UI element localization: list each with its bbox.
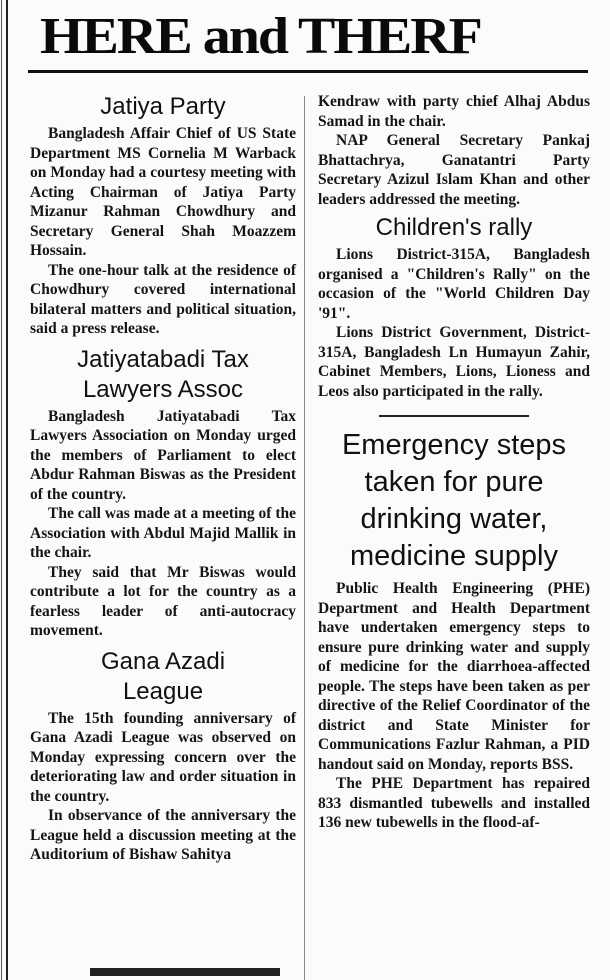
story-paragraph: Lions District-315A, Bangladesh organised a "Children's Rally" on the occasion of the "World Children Day '91". [318,246,590,322]
headline-emergency-line4: medicine supply [350,540,558,572]
story-emergency-steps [318,427,590,833]
headline-jatiya-party: Jatiya Party [100,93,226,120]
headline-emergency-line2: taken for pure [364,466,544,498]
masthead-title: HERE and THERF [40,7,481,65]
story-paragraph: Bangladesh Jatiyatabadi Tax Lawyers Association on Monday urged the members of Parliament to elect Abdur Rahman Biswas as the President of the country. [30,407,296,503]
column-divider [304,96,305,980]
headline-emergency-line1: Emergency steps [341,429,567,461]
headline-tax-lawyers-line1: Jatiyatabadi Tax [77,345,249,373]
story-paragraph: Bangladesh Affair Chief of US State Department MS Cornelia M Warback on Monday had a courtesy meeting with Acting Chairman of Jatiya Party Mizanur Rahman Chowdhury and Secretary General Shah Moazzem Hossain. [30,125,296,259]
story-paragraph: The one-hour talk at the residence of Chowdhury covered international bilateral matters and political situation, said a press release. [30,261,296,337]
story-childrens-rally [318,213,590,401]
headline-gana-azadi-line1: Gana Azadi [100,647,226,675]
right-column [318,92,590,833]
story-jatiya-party [30,92,296,339]
story-tax-lawyers [30,345,296,641]
bottom-rule [90,968,280,976]
story-separator-rule [379,415,529,417]
story-paragraph: Kendraw with party chief Alhaj Abdus Samad in the chair. [318,93,590,130]
story-paragraph: The 15th founding anniversary of Gana Azadi League was observed on Monday expressing concern over the deteriorating law and order situation in the country. [30,709,296,805]
headline-emergency-line3: drinking water, [360,503,548,535]
story-paragraph: The call was made at a meeting of the Association with Abdul Majid Mallik in the chair. [30,505,296,561]
headline-gana-azadi-line2: League [122,677,204,705]
story-paragraph: Public Health Engineering (PHE) Department and Health Department have undertaken emergency steps to ensure pure drinking water and supply of medicine for the diarrhoea-affected people. The steps have been taken as per directive of the Relief Coordinator of the district and State Minister for Communications Fazlur Rahman, a PID handout said on Monday, reports BSS. [318,580,590,773]
story-paragraph: They said that Mr Biswas would contribute a lot for the country as a fearless leader of anti-autocracy movement. [30,563,296,639]
story-paragraph: In observance of the anniversary the League held a discussion meeting at the Auditorium of Bishaw Sahitya [30,807,296,863]
masthead-rule [28,70,588,73]
headline-tax-lawyers-line2: Lawyers Assoc [82,375,244,403]
story-gana-azadi [30,647,296,865]
story-paragraph: The PHE Department has repaired 833 dismantled tubewells and installed 136 new tubewells in the flood-af- [318,775,590,831]
story-paragraph: NAP General Secretary Pankaj Bhattachrya, Ganatantri Party Secretary Azizul Islam Khan and other leaders addressed the meeting. [318,132,590,208]
masthead [30,4,595,76]
story-continued [318,92,590,209]
story-paragraph: Lions District Government, District-315A, Bangladesh Ln Humayun Zahir, Cabinet Members, Lions, Lioness and Leos also participated in the rally. [318,324,590,400]
page-edge-rule [1,0,2,980]
page-edge-rule-thick [6,0,8,980]
left-column [30,92,296,865]
headline-childrens-rally: Children's rally [375,214,533,241]
